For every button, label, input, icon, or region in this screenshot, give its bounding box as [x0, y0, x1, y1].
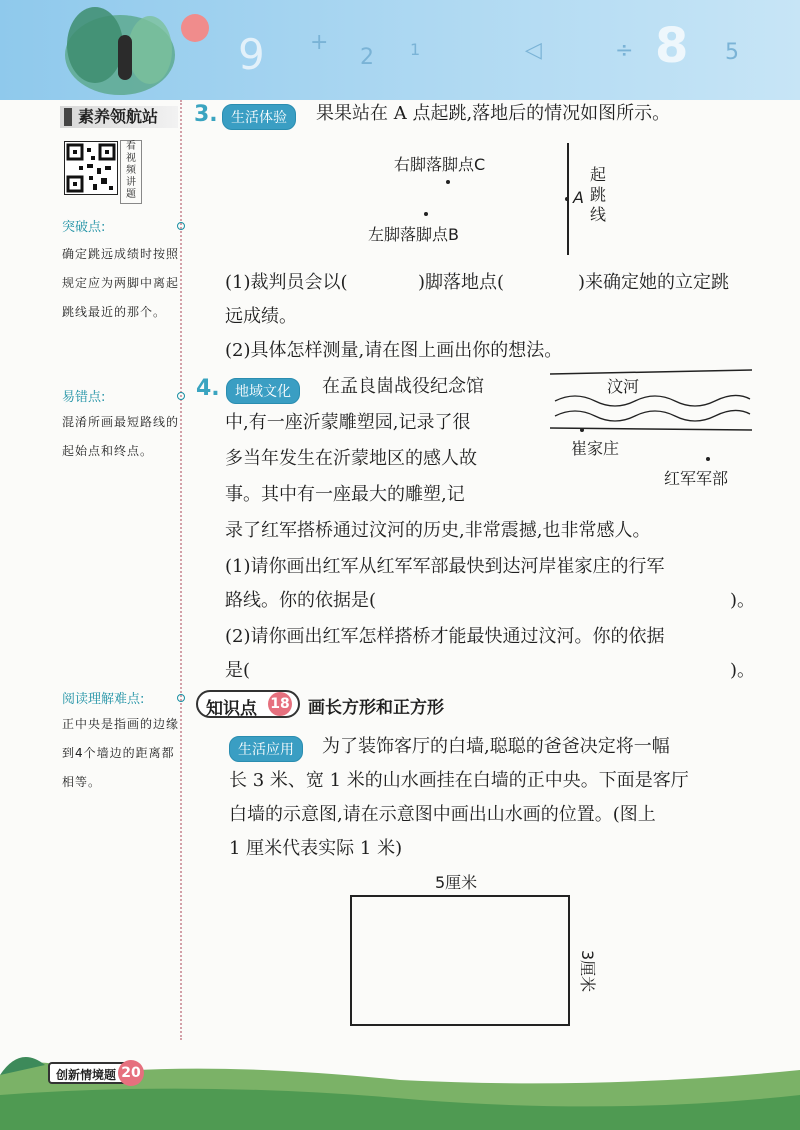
- q4-part1-c: )。: [730, 590, 756, 611]
- q4-line-4: 事。其中有一座最大的雕塑,记: [225, 484, 465, 505]
- q4-river-label: 汶河: [605, 374, 641, 397]
- sidebar-title: 素养领航站: [60, 106, 178, 128]
- q3-point-c: [446, 180, 450, 184]
- q4-hq-label: 红军军部: [664, 469, 729, 488]
- header-banner: [0, 0, 800, 100]
- q3-stem: 果果站在 A 点起跳,落地后的情况如图所示。: [316, 103, 671, 124]
- k18-width-label: 5厘米: [435, 873, 478, 892]
- k18-height-label: 3厘米: [578, 950, 597, 993]
- sidebar-dot: [177, 222, 185, 230]
- q3-takeoff-line-label: 起 跳 线: [590, 165, 607, 224]
- q3-point-b: [424, 212, 428, 216]
- q4-number: 4.: [196, 376, 220, 401]
- q4-tag: 地域文化: [226, 378, 300, 404]
- sidebar-title-bar: [64, 108, 72, 126]
- k18-wall-rectangle: [350, 895, 570, 1026]
- q3-point-a: [565, 197, 569, 201]
- header-decor-divide: ÷: [615, 38, 634, 63]
- k18-label: 知识点: [206, 699, 257, 719]
- q4-hq-point: [706, 457, 710, 461]
- q4-part2-a: (2)请你画出红军怎样搭桥才能最快通过汶河。你的依据: [225, 626, 665, 647]
- q3-part1-d: 远成绩。: [225, 306, 297, 327]
- q4-line-1: 在孟良崮战役纪念馆: [322, 376, 484, 397]
- sidebar-text-breakthrough: 确定跳远成绩时按照规定应为两脚中离起跳线最近的那个。: [62, 247, 180, 319]
- q3-point-a-label: A: [573, 188, 584, 207]
- header-decor-1: 1: [410, 40, 421, 59]
- q3-left-foot-label: 左脚落脚点B: [368, 225, 459, 244]
- header-decor-5: 5: [725, 40, 739, 65]
- q3-part1-b: )脚落地点(: [418, 272, 505, 293]
- header-decor-9: 9: [238, 30, 265, 79]
- q4-line-3: 多当年发生在沂蒙地区的感人故: [225, 448, 477, 469]
- q4-line-2: 中,有一座沂蒙雕塑园,记录了很: [225, 412, 471, 433]
- k18-line-3: 白墙的示意图,请在示意图中画出山水画的位置。(图上: [229, 804, 656, 825]
- q4-river-wave-1: [555, 395, 750, 406]
- footer-label: 创新情境题: [48, 1062, 132, 1084]
- k18-badge: [196, 690, 300, 718]
- q4-river-bank-top: [550, 370, 752, 374]
- q4-village-label: 崔家庄: [571, 439, 620, 458]
- q4-part1-b: 路线。你的依据是(: [225, 590, 377, 611]
- k18-title: 画长方形和正方形: [308, 698, 444, 718]
- q4-river-map: [550, 366, 755, 436]
- header-decor-plus: +: [310, 30, 329, 55]
- q4-line-5: 录了红军搭桥通过汶河的历史,非常震撼,也非常感人。: [225, 520, 651, 541]
- q3-part2: (2)具体怎样测量,请在图上画出你的想法。: [225, 340, 563, 361]
- sidebar-heading-mistakes: 易错点:: [62, 390, 106, 405]
- q3-number: 3.: [194, 102, 218, 127]
- sidebar-divider: [180, 100, 183, 1040]
- qr-code-pattern: [65, 142, 117, 194]
- header-decor-2: 2: [360, 45, 374, 70]
- q4-part2-b: 是(: [225, 660, 251, 681]
- q4-village-point: [580, 428, 584, 432]
- k18-number: 18: [268, 692, 292, 716]
- qr-video-label[interactable]: 看 视 频 讲 题: [120, 140, 142, 204]
- sidebar-text-mistakes: 混淆所画最短路线的起始点和终点。: [62, 415, 180, 458]
- q3-tag: 生活体验: [222, 104, 296, 130]
- k18-tag: 生活应用: [229, 736, 303, 762]
- sidebar-heading-reading: 阅读理解难点:: [62, 692, 145, 707]
- q4-part1-a: (1)请你画出红军从红军军部最快到达河岸崔家庄的行军: [225, 556, 665, 577]
- q4-part2-c: )。: [730, 660, 756, 681]
- header-decor-8: 8: [655, 18, 689, 74]
- sidebar-heading-breakthrough: 突破点:: [62, 220, 106, 235]
- k18-line-4: 1 厘米代表实际 1 米): [229, 838, 403, 859]
- sidebar-dot: [177, 694, 185, 702]
- sidebar-dot: [177, 392, 185, 400]
- q3-part1-a: (1)裁判员会以(: [225, 272, 348, 293]
- k18-line-1: 为了装饰客厅的白墙,聪聪的爸爸决定将一幅: [322, 736, 670, 757]
- k18-line-2: 长 3 米、宽 1 米的山水画挂在白墙的正中央。下面是客厅: [229, 770, 689, 791]
- q4-river-wave-2: [555, 410, 750, 421]
- page-number: 20: [118, 1060, 144, 1086]
- qr-code[interactable]: [64, 141, 118, 195]
- header-decor-triangle: ◁: [525, 38, 542, 63]
- sidebar-text-reading: 正中央是指画的边缘到4个墙边的距离都相等。: [62, 717, 180, 789]
- q3-right-foot-label: 右脚落脚点C: [394, 155, 486, 174]
- q3-part1-c: )来确定她的立定跳: [578, 272, 730, 293]
